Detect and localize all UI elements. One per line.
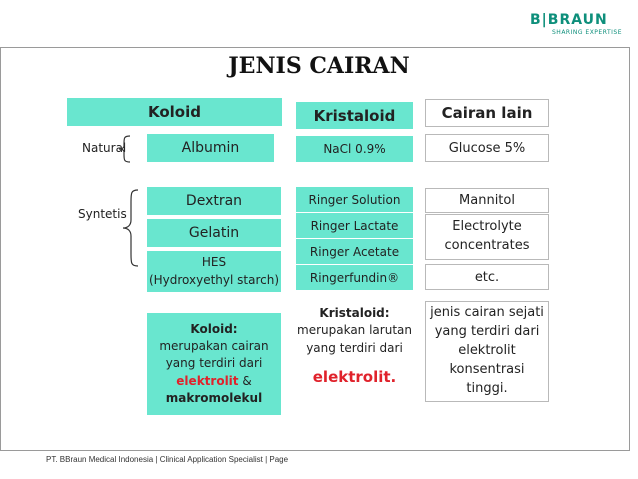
kristaloid-nacl: NaCl 0.9% xyxy=(296,136,413,162)
kristaloid-def-line-2: yang terdiri dari xyxy=(306,340,403,355)
definition-kristaloid xyxy=(296,300,413,394)
koloid-def-highlight: elektrolit xyxy=(176,373,239,388)
hes-name: HES xyxy=(201,255,227,270)
label-natural: Natural xyxy=(82,141,127,155)
kristaloid-ringer-acetate: Ringer Acetate xyxy=(296,239,413,264)
header-cairan-lain: Cairan lain xyxy=(425,99,549,127)
cairan-lain-def-line-3: elektrolit xyxy=(458,343,516,359)
cairan-lain-electrolyte xyxy=(425,214,549,260)
kristaloid-ringerfundin: Ringerfundin® xyxy=(296,265,413,290)
cairan-lain-mannitol: Mannitol xyxy=(425,188,549,213)
electrolyte-line-2: concentrates xyxy=(444,238,530,253)
cairan-lain-def-line-5: tinggi. xyxy=(466,380,508,396)
electrolyte-line-1: Electrolyte xyxy=(452,219,522,235)
koloid-hes xyxy=(147,251,281,292)
kristaloid-ringer-lactate: Ringer Lactate xyxy=(296,213,413,238)
natural-brace-icon xyxy=(116,134,138,164)
kristaloid-def-heading: Kristaloid: xyxy=(319,306,390,321)
koloid-def-line-2: yang terdiri dari xyxy=(165,356,263,371)
cairan-lain-def-line-1: jenis cairan sejati xyxy=(430,305,544,321)
koloid-def-line-4: makromolekul xyxy=(165,391,263,406)
koloid-albumin: Albumin xyxy=(147,134,274,162)
syntetis-brace-icon xyxy=(120,188,144,268)
hes-full-name: (Hydroxyethyl starch) xyxy=(148,272,280,287)
koloid-def-heading: Koloid: xyxy=(190,321,238,336)
header-kristaloid: Kristaloid xyxy=(296,102,413,129)
page-footer: PT. BBraun Medical Indonesia | Clinical Application Specialist | Page xyxy=(46,455,289,464)
koloid-def-line-3 xyxy=(176,373,251,390)
cairan-lain-glucose: Glucose 5% xyxy=(425,134,549,162)
kristaloid-ringer-solution: Ringer Solution xyxy=(296,187,413,212)
definition-cairan-lain xyxy=(425,301,549,402)
definition-koloid xyxy=(147,313,281,415)
logo-tagline: SHARING EXPERTISE xyxy=(552,29,622,36)
cairan-lain-def-line-4: konsentrasi xyxy=(449,361,525,377)
header-koloid: Koloid xyxy=(67,98,282,126)
koloid-gelatin: Gelatin xyxy=(147,219,281,247)
page-title: JENIS CAIRAN xyxy=(228,53,410,79)
bbraun-logo xyxy=(530,12,626,44)
cairan-lain-etc: etc. xyxy=(425,264,549,290)
logo-wordmark: B|BRAUN xyxy=(530,12,608,28)
kristaloid-def-highlight: elektrolit. xyxy=(312,368,397,387)
koloid-def-line-1: merupakan cairan xyxy=(159,338,269,353)
cairan-lain-def-line-2: yang terdiri dari xyxy=(434,324,540,340)
kristaloid-def-line-1: merupakan larutan xyxy=(297,323,412,338)
koloid-def-connector: & xyxy=(238,373,252,388)
koloid-dextran: Dextran xyxy=(147,187,281,215)
label-syntetis: Syntetis xyxy=(78,207,127,221)
